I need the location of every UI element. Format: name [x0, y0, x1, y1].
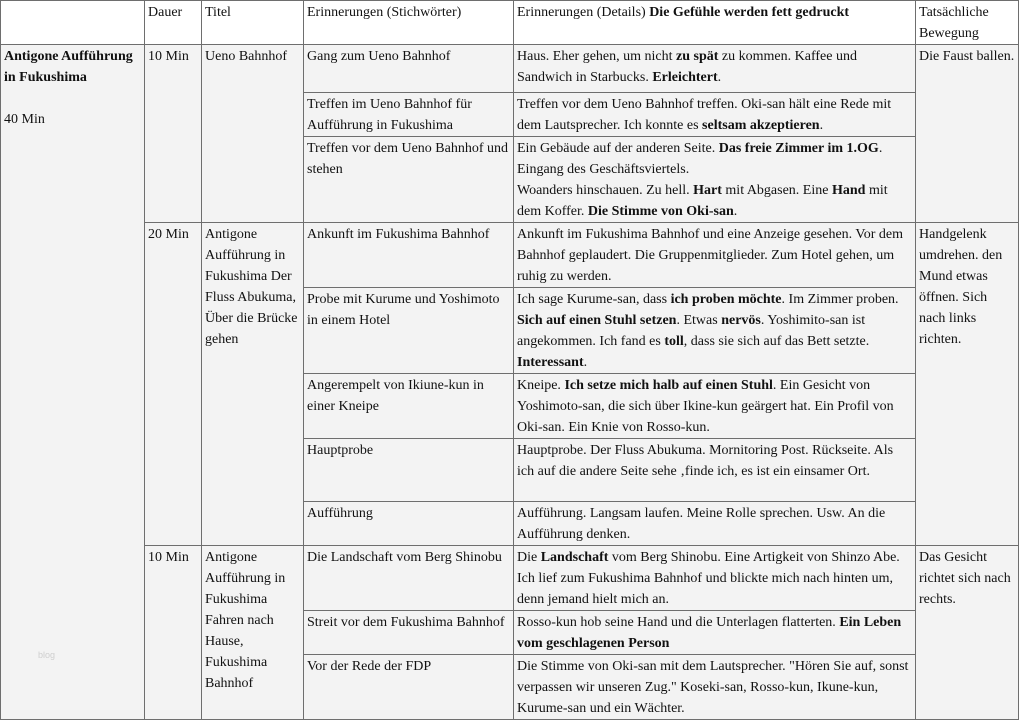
- table-row: [1, 546, 1019, 611]
- details-cell: [514, 374, 916, 439]
- emotion-text: Landschaft: [540, 550, 609, 565]
- keyword-cell: Streit vor dem Fukushima Bahnhof: [304, 611, 514, 655]
- emotion-text: toll: [664, 334, 684, 349]
- header-details: [514, 1, 916, 45]
- duration-cell: 10 Min: [145, 546, 202, 720]
- detail-text: Die: [517, 550, 541, 565]
- emotion-text: Hand: [831, 183, 866, 198]
- emotion-text: Erleichtert: [652, 70, 718, 85]
- detail-text: .: [819, 118, 824, 133]
- detail-text: . Im Zimmer proben.: [781, 292, 899, 307]
- detail-text: .: [717, 70, 722, 85]
- details-cell: [514, 546, 916, 611]
- keyword-cell: Hauptprobe: [304, 439, 514, 502]
- movement-cell: Das Gesicht richtet sich nach rechts.: [916, 546, 1019, 720]
- keyword-cell: Gang zum Ueno Bahnhof: [304, 45, 514, 93]
- keyword-cell: Vor der Rede der FDP: [304, 655, 514, 720]
- keyword-cell: Probe mit Kurume und Yoshimoto in einem Hotel: [304, 288, 514, 374]
- emotion-text: Interessant: [517, 355, 584, 370]
- header-details-bold: Die Gefühle werden fett gedruckt: [649, 5, 850, 20]
- detail-text: . Yoshimito-san ist angekommen. Ich fand es: [517, 313, 866, 349]
- detail-text: Aufführung. Langsam laufen. Meine Rolle sprechen. Usw. An die Aufführung denken.: [517, 506, 886, 542]
- duration-cell: 20 Min: [145, 223, 202, 546]
- keyword-cell: Die Landschaft vom Berg Shinobu: [304, 546, 514, 611]
- emotion-text: zu spät: [676, 49, 719, 64]
- detail-text: Hauptprobe. Der Fluss Abukuma. Mornitoring Post. Rückseite. Als ich auf die andere Seite sehe ‚finde ich, es ist ein einsamer Ort.: [517, 443, 894, 479]
- header-keywords: Erinnerungen (Stichwörter): [304, 1, 514, 45]
- detail-text: .: [733, 204, 738, 219]
- watermark: blog: [38, 650, 56, 660]
- details-cell: [514, 611, 916, 655]
- header-details-prefix: Erinnerungen (Details): [517, 5, 650, 20]
- details-cell: [514, 502, 916, 546]
- keyword-cell: Treffen im Ueno Bahnhof für Aufführung in Fukushima: [304, 93, 514, 137]
- detail-text: Treffen vor dem Ueno Bahnhof treffen. Oki-san hält eine Rede mit dem Lautsprecher. Ich konnte es: [517, 97, 892, 133]
- detail-text: Kneipe.: [517, 378, 565, 393]
- detail-text: vom Berg Shinobu. Eine Artigkeit von Shinzo Abe. Ich lief zum Fukushima Bahnhof und blickte mich nach hinten um, denn jemand hielt mich an.: [517, 550, 900, 607]
- details-cell: [514, 223, 916, 288]
- header-title: Titel: [202, 1, 304, 45]
- detail-text: Rosso-kun hob seine Hand und die Unterlagen flatterten.: [517, 615, 840, 630]
- emotion-text: ich proben möchte: [670, 292, 782, 307]
- keyword-cell: Angerempelt von Ikiune-kun in einer Kneipe: [304, 374, 514, 439]
- detail-text: Ich sage Kurume-san, dass: [517, 292, 671, 307]
- header-section: [1, 1, 145, 45]
- emotion-text: nervös: [721, 313, 761, 328]
- section-cell: [1, 45, 145, 720]
- emotion-text: Die Stimme von Oki-san: [587, 204, 734, 219]
- detail-text: . Ein Gesicht von Yoshimoto-san, die sich über Ikine-kun geärgert hat. Ein Profil von Oki-san. Ein Knie von Rosso-kun.: [517, 378, 894, 435]
- header-row: [1, 1, 1019, 45]
- keyword-cell: Treffen vor dem Ueno Bahnhof und stehen: [304, 137, 514, 223]
- movement-cell: Die Faust ballen.: [916, 45, 1019, 223]
- title-cell: Antigone Aufführung in Fukushima Fahren nach Hause, Fukushima Bahnhof: [202, 546, 304, 720]
- header-duration: Dauer: [145, 1, 202, 45]
- section-title: Antigone Aufführung in Fukushima: [4, 49, 133, 85]
- table-row: [1, 223, 1019, 288]
- details-cell: [514, 288, 916, 374]
- title-cell: Ueno Bahnhof: [202, 45, 304, 223]
- section-spacer: [4, 88, 142, 109]
- detail-text: . Etwas: [676, 313, 722, 328]
- detail-text: Woanders hinschauen. Zu hell.: [517, 183, 694, 198]
- detail-text: , dass sie sich auf das Bett setzte.: [683, 334, 870, 349]
- detail-text: . Eingang des Geschäftsviertels.: [517, 141, 883, 177]
- emotion-text: Ich setze mich halb auf einen Stuhl: [564, 378, 773, 393]
- section-duration: 40 Min: [4, 112, 45, 127]
- emotion-text: seltsam akzeptieren: [702, 118, 820, 133]
- title-cell: Antigone Aufführung in Fukushima Der Fluss Abukuma, Über die Brücke gehen: [202, 223, 304, 546]
- details-cell: [514, 93, 916, 137]
- keyword-cell: Ankunft im Fukushima Bahnhof: [304, 223, 514, 288]
- detail-text: .: [583, 355, 588, 370]
- detail-text: Ein Gebäude auf der anderen Seite.: [517, 141, 719, 156]
- movement-cell: Handgelenk umdrehen. den Mund etwas öffnen. Sich nach links richten.: [916, 223, 1019, 546]
- detail-text: Ankunft im Fukushima Bahnhof und eine Anzeige gesehen. Vor dem Bahnhof geplaudert. Die Gruppenmitglieder. Zum Hotel gehen, um ruhig zu werden.: [517, 227, 903, 284]
- detail-text: mit Abgasen. Eine: [721, 183, 832, 198]
- header-movement: Tatsächliche Bewegung: [916, 1, 1019, 45]
- details-cell: [514, 45, 916, 93]
- emotion-text: Sich auf einen Stuhl setzen: [517, 313, 677, 328]
- keyword-cell: Aufführung: [304, 502, 514, 546]
- detail-text: zu kommen. Kaffee und Sandwich in Starbucks.: [517, 49, 857, 85]
- table-row: [1, 45, 1019, 93]
- details-cell: [514, 137, 916, 223]
- detail-text: Die Stimme von Oki-san mit dem Lautsprecher. "Hören Sie auf, sonst verpassen wir unseren Zug." Koseki-san, Rosso-kun, Ikune-kun, Kurume-san und ein Wächter.: [517, 659, 909, 716]
- table-body: [1, 1, 1019, 720]
- detail-text: Haus. Eher gehen, um nicht: [517, 49, 677, 64]
- emotion-text: Hart: [693, 183, 722, 198]
- duration-cell: 10 Min: [145, 45, 202, 223]
- details-cell: [514, 655, 916, 720]
- emotion-text: Das freie Zimmer im 1.OG: [718, 141, 879, 156]
- emotion-text: Ein Leben vom geschlagenen Person: [517, 615, 902, 651]
- detail-text: mit dem Koffer.: [517, 183, 888, 219]
- details-cell: [514, 439, 916, 502]
